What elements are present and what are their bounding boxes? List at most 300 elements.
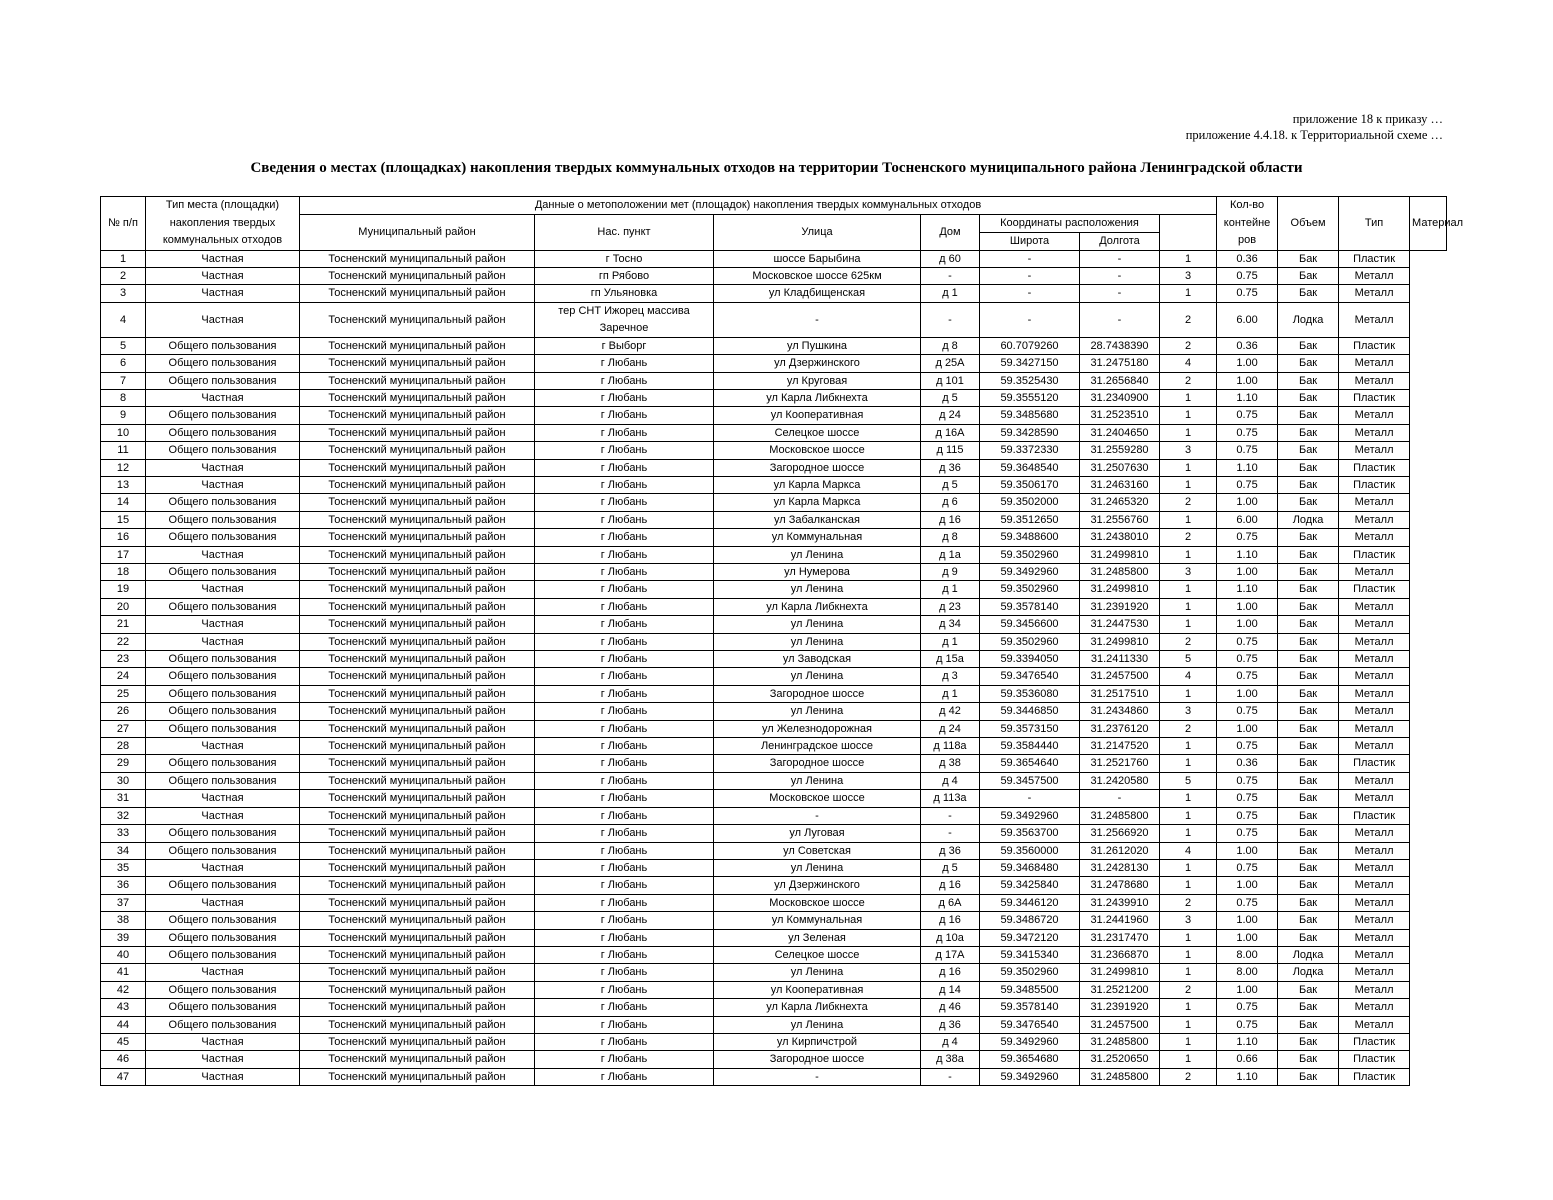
cell-num: 47 [101, 1068, 146, 1085]
cell-house: д 9 [921, 564, 980, 581]
cell-num: 4 [101, 302, 146, 337]
cell-num: 15 [101, 511, 146, 528]
cell-longitude: 31.2523510 [1080, 407, 1160, 424]
cell-longitude: 31.2317470 [1080, 929, 1160, 946]
table-row [101, 685, 1447, 702]
cell-latitude: 59.3492960 [980, 564, 1080, 581]
cell-street: ул Ленина [714, 668, 921, 685]
cell-count: 1 [1160, 999, 1217, 1016]
cell-volume: 0.75 [1217, 825, 1278, 842]
table-row [101, 964, 1447, 981]
cell-district: Тосненский муниципальный район [300, 598, 535, 615]
cell-district: Тосненский муниципальный район [300, 337, 535, 354]
cell-house: - [921, 302, 980, 337]
cell-longitude: 31.2439910 [1080, 894, 1160, 911]
cell-district: Тосненский муниципальный район [300, 929, 535, 946]
cell-latitude: 59.3457500 [980, 772, 1080, 789]
cell-place-type: Частная [146, 633, 300, 650]
cell-street: - [714, 807, 921, 824]
cell-volume: 1.00 [1217, 912, 1278, 929]
cell-count: 1 [1160, 859, 1217, 876]
cell-settlement: г Любань [535, 494, 714, 511]
cell-num: 7 [101, 372, 146, 389]
cell-place-type: Общего пользования [146, 529, 300, 546]
cell-street: Ленинградское шоссе [714, 738, 921, 755]
cell-district: Тосненский муниципальный район [300, 564, 535, 581]
cell-house: д 5 [921, 476, 980, 493]
cell-longitude: 31.2457500 [1080, 1016, 1160, 1033]
cell-container-type: Бак [1278, 720, 1339, 737]
cell-district: Тосненский муниципальный район [300, 372, 535, 389]
table-row [101, 825, 1447, 842]
cell-house: д 10а [921, 929, 980, 946]
cell-container-type: Бак [1278, 790, 1339, 807]
cell-place-type: Общего пользования [146, 494, 300, 511]
cell-material: Металл [1339, 912, 1410, 929]
cell-place-type: Частная [146, 894, 300, 911]
cell-volume: 0.75 [1217, 703, 1278, 720]
cell-place-type: Общего пользования [146, 1016, 300, 1033]
cell-latitude: 59.3654680 [980, 1051, 1080, 1068]
cell-material: Пластик [1339, 250, 1410, 267]
cell-latitude: 59.3488600 [980, 529, 1080, 546]
cell-settlement: г Любань [535, 616, 714, 633]
cell-house: д 4 [921, 772, 980, 789]
cell-house: д 15а [921, 651, 980, 668]
cell-count: 1 [1160, 738, 1217, 755]
cell-latitude: 59.3506170 [980, 476, 1080, 493]
cell-num: 41 [101, 964, 146, 981]
cell-settlement: г Любань [535, 981, 714, 998]
cell-material: Пластик [1339, 476, 1410, 493]
cell-longitude: 31.2485800 [1080, 807, 1160, 824]
cell-district: Тосненский муниципальный район [300, 651, 535, 668]
cell-place-type: Общего пользования [146, 424, 300, 441]
table-row [101, 529, 1447, 546]
table-row [101, 790, 1447, 807]
cell-count: 1 [1160, 755, 1217, 772]
cell-num: 30 [101, 772, 146, 789]
cell-street: ул Ленина [714, 964, 921, 981]
cell-num: 35 [101, 859, 146, 876]
cell-count: 5 [1160, 651, 1217, 668]
cell-volume: 1.10 [1217, 1068, 1278, 1085]
cell-container-type: Бак [1278, 442, 1339, 459]
cell-settlement: гп Ульяновка [535, 285, 714, 302]
cell-street: ул Ленина [714, 1016, 921, 1033]
cell-district: Тосненский муниципальный район [300, 807, 535, 824]
cell-district: Тосненский муниципальный район [300, 1016, 535, 1033]
cell-container-type: Бак [1278, 564, 1339, 581]
cell-latitude: 59.3485680 [980, 407, 1080, 424]
cell-house: д 16 [921, 511, 980, 528]
cell-longitude: 31.2391920 [1080, 598, 1160, 615]
cell-longitude: 31.2521200 [1080, 981, 1160, 998]
cell-count: 1 [1160, 389, 1217, 406]
cell-street: ул Коммунальная [714, 529, 921, 546]
cell-street: ул Пушкина [714, 337, 921, 354]
cell-street: ул Заводская [714, 651, 921, 668]
cell-street: ул Советская [714, 842, 921, 859]
cell-place-type: Частная [146, 267, 300, 284]
cell-longitude: 31.2434860 [1080, 703, 1160, 720]
cell-num: 8 [101, 389, 146, 406]
cell-material: Металл [1339, 424, 1410, 441]
cell-num: 32 [101, 807, 146, 824]
cell-longitude: 31.2147520 [1080, 738, 1160, 755]
cell-district: Тосненский муниципальный район [300, 250, 535, 267]
cell-house: д 8 [921, 529, 980, 546]
cell-district: Тосненский муниципальный район [300, 720, 535, 737]
cell-district: Тосненский муниципальный район [300, 755, 535, 772]
cell-district: Тосненский муниципальный район [300, 668, 535, 685]
cell-latitude: 59.3573150 [980, 720, 1080, 737]
table-row [101, 912, 1447, 929]
cell-container-type: Бак [1278, 476, 1339, 493]
cell-count: 1 [1160, 598, 1217, 615]
cell-latitude: 59.3578140 [980, 999, 1080, 1016]
appendix-note-scheme: приложение 4.4.18. к Территориальной схеме … [1185, 128, 1443, 142]
cell-num: 20 [101, 598, 146, 615]
cell-container-type: Бак [1278, 267, 1339, 284]
cell-district: Тосненский муниципальный район [300, 877, 535, 894]
cell-volume: 1.00 [1217, 720, 1278, 737]
cell-count: 1 [1160, 546, 1217, 563]
cell-num: 24 [101, 668, 146, 685]
col-header-settlement: Нас. пункт [535, 214, 714, 250]
cell-longitude: 31.2391920 [1080, 999, 1160, 1016]
cell-place-type: Общего пользования [146, 842, 300, 859]
cell-container-type: Бак [1278, 999, 1339, 1016]
cell-latitude: 59.3560000 [980, 842, 1080, 859]
cell-volume: 0.75 [1217, 772, 1278, 789]
cell-settlement: г Тосно [535, 250, 714, 267]
cell-latitude: 59.3446850 [980, 703, 1080, 720]
cell-count: 2 [1160, 633, 1217, 650]
cell-longitude: 31.2447530 [1080, 616, 1160, 633]
cell-latitude: 59.3584440 [980, 738, 1080, 755]
col-header-coords-group: Координаты расположения [980, 214, 1160, 233]
cell-volume: 0.75 [1217, 407, 1278, 424]
cell-settlement: г Любань [535, 529, 714, 546]
cell-street: ул Кладбищенская [714, 285, 921, 302]
cell-latitude: - [980, 790, 1080, 807]
table-row [101, 442, 1447, 459]
cell-district: Тосненский муниципальный район [300, 772, 535, 789]
cell-settlement: г Любань [535, 1051, 714, 1068]
cell-settlement: г Любань [535, 476, 714, 493]
cell-count: 1 [1160, 946, 1217, 963]
cell-num: 21 [101, 616, 146, 633]
cell-settlement: г Любань [535, 389, 714, 406]
cell-house: д 34 [921, 616, 980, 633]
cell-material: Металл [1339, 999, 1410, 1016]
cell-house: д 101 [921, 372, 980, 389]
cell-longitude: 31.2499810 [1080, 546, 1160, 563]
cell-house: д 16А [921, 424, 980, 441]
cell-num: 38 [101, 912, 146, 929]
cell-container-type: Бак [1278, 825, 1339, 842]
cell-volume: 0.75 [1217, 668, 1278, 685]
table-row [101, 407, 1447, 424]
col-header-latitude: Широта [980, 233, 1080, 251]
cell-latitude: 59.3492960 [980, 807, 1080, 824]
cell-material: Металл [1339, 894, 1410, 911]
cell-district: Тосненский муниципальный район [300, 407, 535, 424]
table-row [101, 1016, 1447, 1033]
cell-street: ул Карла Маркса [714, 476, 921, 493]
cell-volume: 0.75 [1217, 285, 1278, 302]
cell-settlement: г Любань [535, 859, 714, 876]
cell-street: ул Круговая [714, 372, 921, 389]
cell-street: ул Карла Либкнехта [714, 999, 921, 1016]
cell-district: Тосненский муниципальный район [300, 476, 535, 493]
cell-volume: 8.00 [1217, 946, 1278, 963]
cell-place-type: Общего пользования [146, 981, 300, 998]
table-row [101, 546, 1447, 563]
cell-count: 1 [1160, 511, 1217, 528]
cell-settlement: г Любань [535, 459, 714, 476]
cell-street: ул Ленина [714, 859, 921, 876]
cell-place-type: Частная [146, 389, 300, 406]
cell-longitude: 31.2612020 [1080, 842, 1160, 859]
cell-place-type: Общего пользования [146, 772, 300, 789]
cell-num: 14 [101, 494, 146, 511]
cell-count: 1 [1160, 807, 1217, 824]
table-row [101, 738, 1447, 755]
cell-latitude: 59.3563700 [980, 825, 1080, 842]
cell-district: Тосненский муниципальный район [300, 964, 535, 981]
cell-container-type: Бак [1278, 633, 1339, 650]
cell-settlement: г Любань [535, 999, 714, 1016]
cell-settlement: тер СНТ Ижорец массива Заречное [535, 302, 714, 337]
cell-settlement: г Любань [535, 424, 714, 441]
cell-settlement: г Любань [535, 1068, 714, 1085]
cell-place-type: Частная [146, 250, 300, 267]
cell-container-type: Бак [1278, 389, 1339, 406]
cell-volume: 1.00 [1217, 564, 1278, 581]
cell-street: ул Карла Маркса [714, 494, 921, 511]
cell-house: - [921, 807, 980, 824]
table-row [101, 267, 1447, 284]
cell-house: д 1 [921, 285, 980, 302]
cell-num: 1 [101, 250, 146, 267]
cell-street: ул Нумерова [714, 564, 921, 581]
cell-longitude: 31.2457500 [1080, 668, 1160, 685]
cell-settlement: г Любань [535, 929, 714, 946]
cell-latitude: 59.3486720 [980, 912, 1080, 929]
cell-latitude: 59.3536080 [980, 685, 1080, 702]
cell-material: Металл [1339, 564, 1410, 581]
cell-container-type: Бак [1278, 1016, 1339, 1033]
col-header-type: Тип [1339, 197, 1410, 251]
cell-material: Металл [1339, 981, 1410, 998]
cell-longitude: 31.2485800 [1080, 1068, 1160, 1085]
cell-house: д 8 [921, 337, 980, 354]
cell-count: 1 [1160, 285, 1217, 302]
cell-volume: 1.00 [1217, 877, 1278, 894]
cell-material: Металл [1339, 285, 1410, 302]
cell-house: д 16 [921, 877, 980, 894]
cell-volume: 0.75 [1217, 424, 1278, 441]
cell-container-type: Бак [1278, 755, 1339, 772]
cell-container-type: Лодка [1278, 302, 1339, 337]
cell-container-type: Бак [1278, 651, 1339, 668]
cell-container-type: Бак [1278, 529, 1339, 546]
cell-latitude: 59.3555120 [980, 389, 1080, 406]
cell-street: ул Кооперативная [714, 981, 921, 998]
cell-place-type: Общего пользования [146, 912, 300, 929]
cell-num: 9 [101, 407, 146, 424]
cell-container-type: Бак [1278, 807, 1339, 824]
table-row [101, 598, 1447, 615]
cell-count: 1 [1160, 616, 1217, 633]
cell-place-type: Общего пользования [146, 651, 300, 668]
cell-latitude: 59.3394050 [980, 651, 1080, 668]
cell-district: Тосненский муниципальный район [300, 685, 535, 702]
cell-longitude: 31.2475180 [1080, 355, 1160, 372]
cell-house: д 24 [921, 407, 980, 424]
cell-latitude: 59.3502960 [980, 546, 1080, 563]
cell-num: 37 [101, 894, 146, 911]
cell-container-type: Бак [1278, 685, 1339, 702]
cell-place-type: Общего пользования [146, 598, 300, 615]
cell-settlement: г Любань [535, 807, 714, 824]
cell-house: д 113а [921, 790, 980, 807]
table-row [101, 807, 1447, 824]
cell-container-type: Бак [1278, 1068, 1339, 1085]
cell-street: ул Забалканская [714, 511, 921, 528]
cell-volume: 1.10 [1217, 459, 1278, 476]
cell-num: 29 [101, 755, 146, 772]
cell-num: 23 [101, 651, 146, 668]
cell-latitude: 59.3372330 [980, 442, 1080, 459]
cell-longitude: 31.2517510 [1080, 685, 1160, 702]
cell-material: Металл [1339, 442, 1410, 459]
col-header-place-type: Тип места (площадки) накопления твердых коммунальных отходов [146, 197, 300, 251]
cell-house: - [921, 1068, 980, 1085]
cell-container-type: Бак [1278, 407, 1339, 424]
cell-material: Пластик [1339, 1051, 1410, 1068]
cell-container-type: Бак [1278, 859, 1339, 876]
cell-material: Металл [1339, 877, 1410, 894]
cell-settlement: г Любань [535, 738, 714, 755]
cell-district: Тосненский муниципальный район [300, 825, 535, 842]
cell-material: Металл [1339, 929, 1410, 946]
cell-settlement: г Любань [535, 598, 714, 615]
cell-settlement: г Любань [535, 564, 714, 581]
table-row [101, 337, 1447, 354]
cell-latitude: 59.3425840 [980, 877, 1080, 894]
cell-count: 1 [1160, 459, 1217, 476]
cell-container-type: Бак [1278, 738, 1339, 755]
cell-longitude: 31.2485800 [1080, 564, 1160, 581]
cell-place-type: Частная [146, 581, 300, 598]
cell-count: 1 [1160, 407, 1217, 424]
cell-container-type: Бак [1278, 546, 1339, 563]
cell-volume: 8.00 [1217, 964, 1278, 981]
cell-count: 1 [1160, 825, 1217, 842]
cell-house: д 24 [921, 720, 980, 737]
cell-num: 11 [101, 442, 146, 459]
cell-settlement: г Любань [535, 442, 714, 459]
cell-latitude: 59.3415340 [980, 946, 1080, 963]
cell-material: Металл [1339, 772, 1410, 789]
cell-house: - [921, 825, 980, 842]
cell-volume: 0.75 [1217, 476, 1278, 493]
cell-longitude: 31.2559280 [1080, 442, 1160, 459]
cell-place-type: Общего пользования [146, 407, 300, 424]
cell-volume: 0.75 [1217, 529, 1278, 546]
cell-street: Московское шоссе 625км [714, 267, 921, 284]
cell-material: Пластик [1339, 581, 1410, 598]
cell-place-type: Общего пользования [146, 755, 300, 772]
cell-house: д 42 [921, 703, 980, 720]
cell-street: ул Кирпичстрой [714, 1033, 921, 1050]
cell-volume: 6.00 [1217, 302, 1278, 337]
cell-volume: 1.00 [1217, 355, 1278, 372]
cell-container-type: Бак [1278, 894, 1339, 911]
cell-latitude: 59.3492960 [980, 1068, 1080, 1085]
table-row [101, 1033, 1447, 1050]
cell-latitude: - [980, 302, 1080, 337]
col-header-street: Улица [714, 214, 921, 250]
cell-material: Металл [1339, 372, 1410, 389]
cell-street: - [714, 302, 921, 337]
cell-settlement: г Любань [535, 633, 714, 650]
cell-latitude: 59.3502960 [980, 633, 1080, 650]
cell-container-type: Бак [1278, 616, 1339, 633]
table-row [101, 564, 1447, 581]
cell-house: д 46 [921, 999, 980, 1016]
cell-material: Пластик [1339, 546, 1410, 563]
cell-house: д 23 [921, 598, 980, 615]
cell-place-type: Общего пользования [146, 929, 300, 946]
cell-house: д 36 [921, 1016, 980, 1033]
cell-house: д 16 [921, 964, 980, 981]
cell-longitude: 31.2438010 [1080, 529, 1160, 546]
cell-district: Тосненский муниципальный район [300, 529, 535, 546]
table-header [101, 197, 1464, 251]
cell-volume: 1.00 [1217, 598, 1278, 615]
cell-material: Металл [1339, 738, 1410, 755]
cell-street: Селецкое шоссе [714, 946, 921, 963]
cell-latitude: - [980, 267, 1080, 284]
cell-street: ул Карла Либкнехта [714, 598, 921, 615]
cell-longitude: 31.2499810 [1080, 633, 1160, 650]
cell-house: д 3 [921, 668, 980, 685]
cell-place-type: Частная [146, 807, 300, 824]
cell-latitude: 59.3472120 [980, 929, 1080, 946]
cell-street: ул Кооперативная [714, 407, 921, 424]
table-row [101, 877, 1447, 894]
cell-num: 25 [101, 685, 146, 702]
cell-volume: 0.75 [1217, 894, 1278, 911]
table-row [101, 720, 1447, 737]
cell-longitude: 31.2566920 [1080, 825, 1160, 842]
cell-volume: 1.10 [1217, 389, 1278, 406]
cell-container-type: Лодка [1278, 964, 1339, 981]
cell-container-type: Бак [1278, 581, 1339, 598]
cell-place-type: Общего пользования [146, 825, 300, 842]
table-row [101, 633, 1447, 650]
cell-longitude: 31.2656840 [1080, 372, 1160, 389]
cell-district: Тосненский муниципальный район [300, 894, 535, 911]
cell-material: Металл [1339, 651, 1410, 668]
cell-count: 2 [1160, 1068, 1217, 1085]
cell-settlement: гп Рябово [535, 267, 714, 284]
table-row [101, 511, 1447, 528]
